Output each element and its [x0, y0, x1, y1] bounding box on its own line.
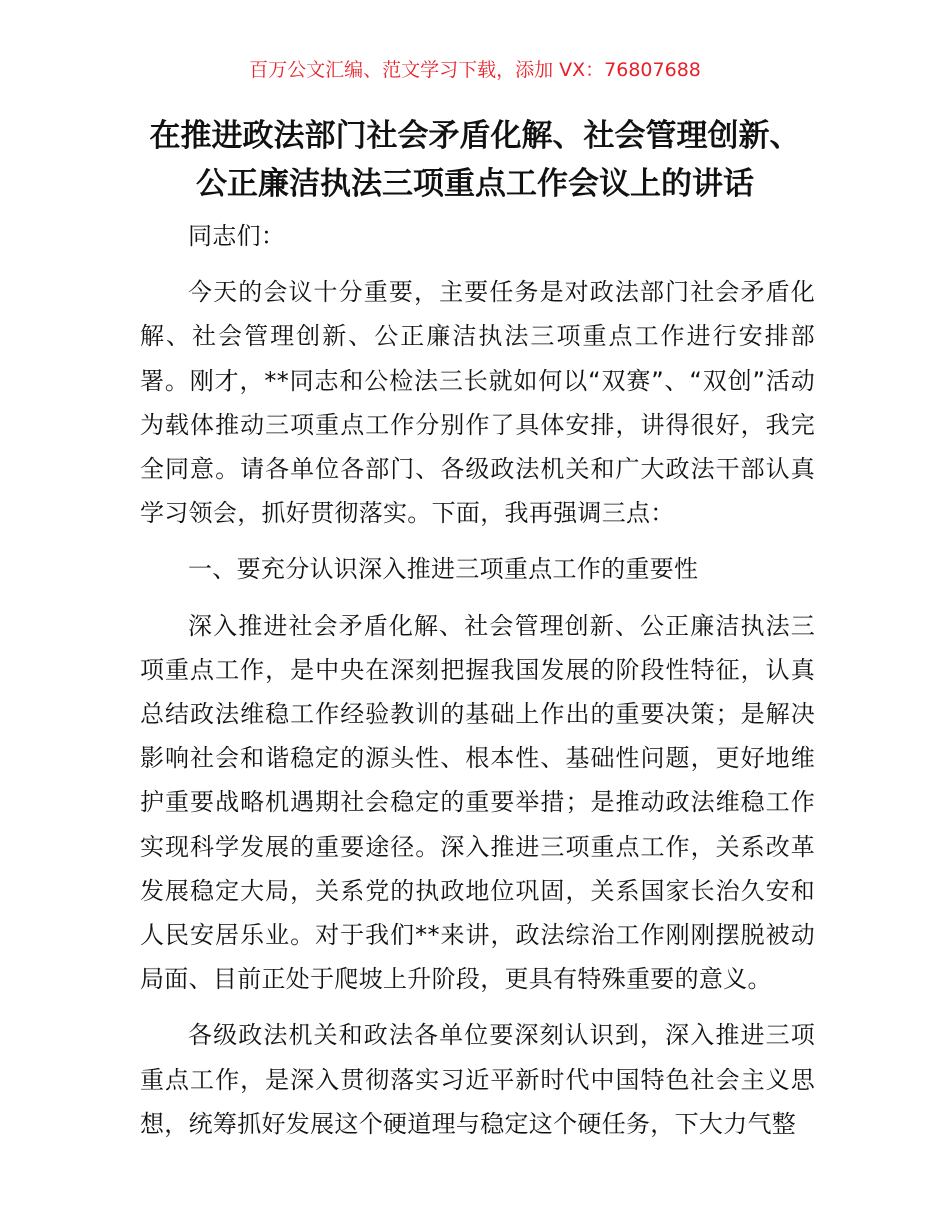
section-heading-1: 一、要充分认识深入推进三项重点工作的重要性	[188, 555, 699, 584]
paragraph-recognition: 各级政法机关和政法各单位要深刻认识到，深入推进三项重点工作，是深入贯彻落实习近平新时代中国特色社会主义思想，统筹抓好发展这个硬道理与稳定这个硬任务，下大力气整	[140, 1021, 815, 1138]
document-body	[140, 214, 815, 1146]
paragraph-intro: 今天的会议十分重要，主要任务是对政法部门社会矛盾化解、社会管理创新、公正廉洁执法三项重点工作进行安排部署。刚才，**同志和公检法三长就如何以“双赛”、“双创”活动为载体推动三项重点工作分别作了具体安排，讲得很好，我完全同意。请各单位各部门、各级政法机关和广大政法干部认真学习领会，抓好贯彻落实。下面，我再强调三点：	[140, 278, 815, 528]
paragraph-importance: 深入推进社会矛盾化解、社会管理创新、公正廉洁执法三项重点工作，是中央在深刻把握我国发展的阶段性特征，认真总结政法维稳工作经验教训的基础上作出的重要决策；是解决影响社会和谐稳定的源头性、根本性、基础性问题，更好地维护重要战略机遇期社会稳定的重要举措；是推动政法维稳工作实现科学发展的重要途径。深入推进三项重点工作，关系改革发展稳定大局，关系党的执政地位巩固，关系国家长治久安和人民安居乐业。对于我们**来讲，政法综治工作刚刚摆脱被动局面、目前正处于爬坡上升阶段，更具有特殊重要的意义。	[140, 611, 815, 994]
salutation: 同志们：	[188, 222, 286, 250]
document-title: 在推进政法部门社会矛盾化解、社会管理创新、公正廉洁执法三项重点工作会议上的讲话	[149, 118, 801, 202]
watermark-banner: 百万公文汇编、范文学习下载，添加 VX：76807688	[249, 59, 701, 81]
